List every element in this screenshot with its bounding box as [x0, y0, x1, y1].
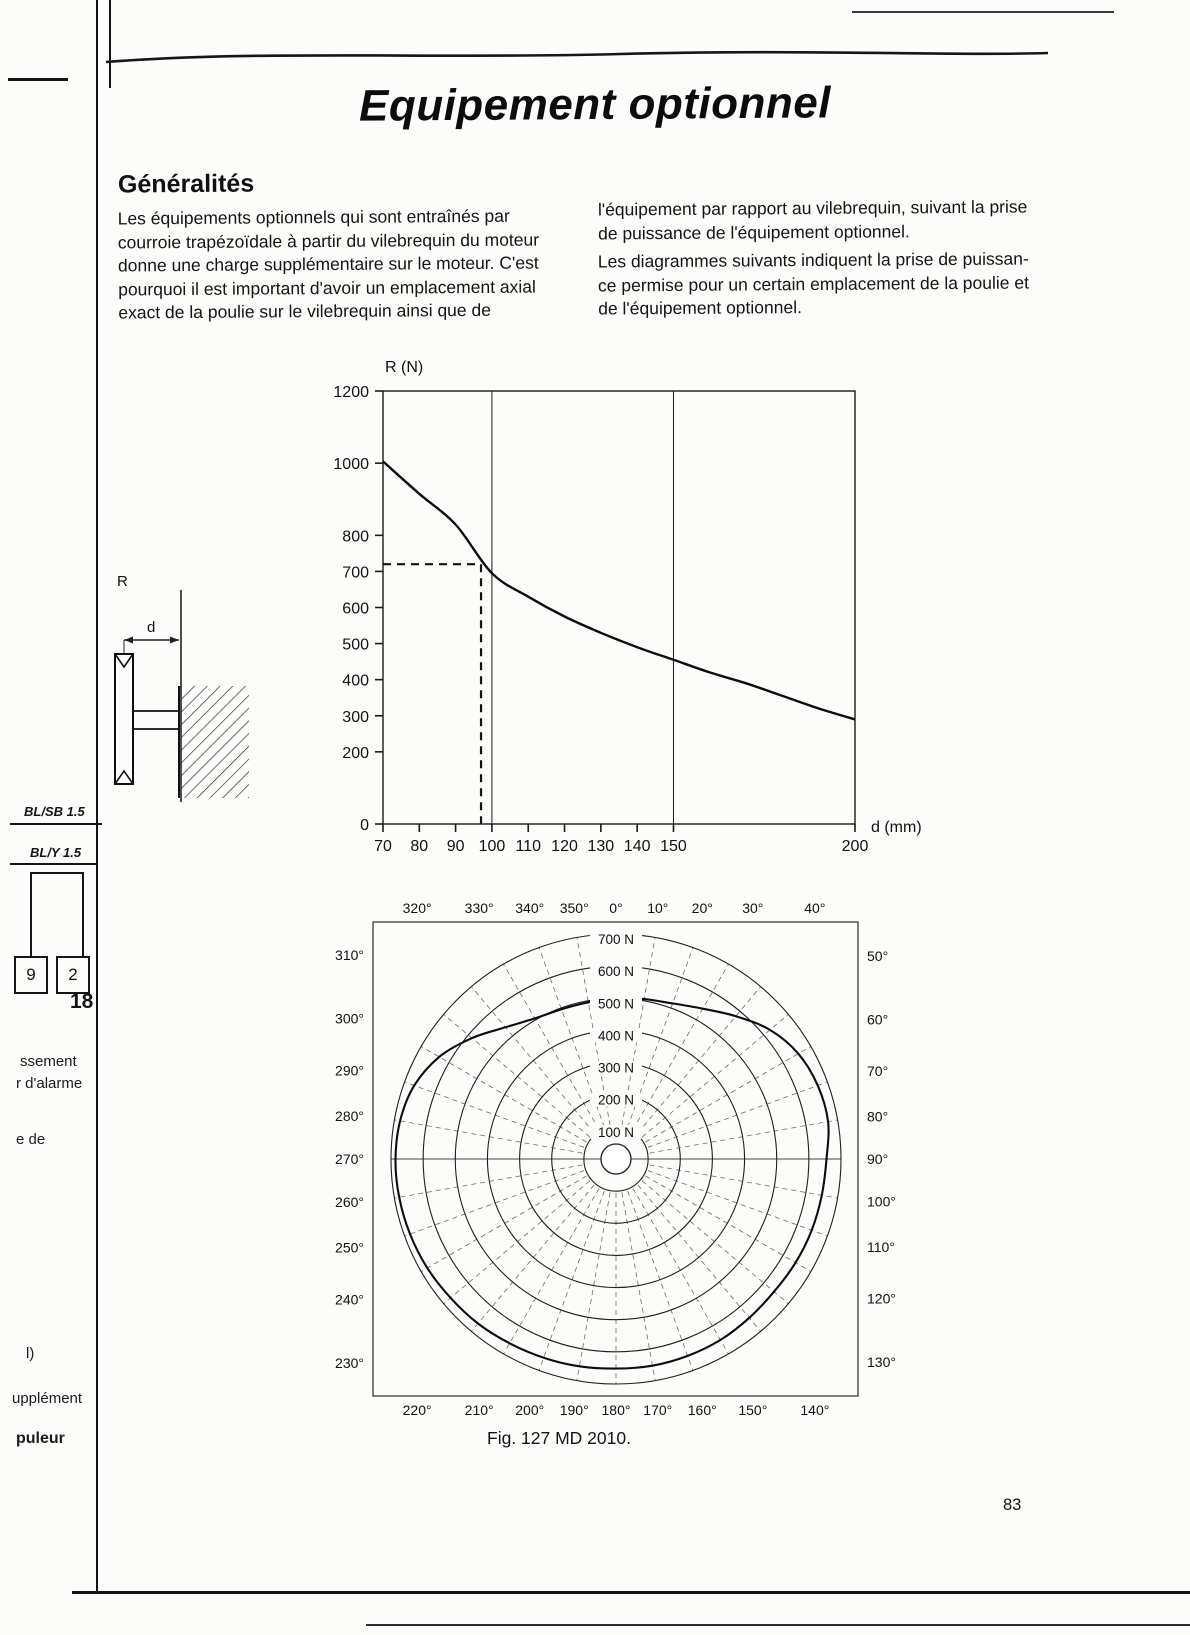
y-tick-label: 1200 [333, 384, 369, 401]
margin-fragment-1: ssement [20, 1053, 77, 1070]
distance-label: d [147, 619, 156, 636]
bottom-rule-2 [366, 1624, 1190, 1626]
angle-label: 320° [402, 900, 432, 916]
ring-label: 300 N [597, 1060, 635, 1076]
radial-dashed-line [648, 1082, 827, 1147]
angle-label: 130° [867, 1354, 896, 1371]
angle-label: 110° [867, 1239, 895, 1256]
margin-fragment-6: puleur [16, 1430, 65, 1447]
radial-dashed-line [645, 1047, 810, 1143]
x-tick-label: 130 [587, 838, 615, 855]
y-tick-label: 600 [342, 600, 369, 618]
top-right-rule [852, 11, 1114, 13]
figure-caption: Fig. 127 MD 2010. [487, 1428, 631, 1448]
y-tick-label: 400 [342, 672, 369, 690]
angle-label: 240° [335, 1291, 364, 1308]
x-tick-label: 80 [410, 838, 429, 855]
radial-dashed-line [633, 1188, 729, 1353]
angle-label: 200° [515, 1402, 545, 1418]
radial-dashed-line [421, 1176, 586, 1272]
angle-label: 290° [335, 1062, 364, 1079]
radial-dashed-line [539, 1191, 604, 1370]
angle-label: 120° [867, 1290, 896, 1307]
angle-label: 300° [335, 1010, 364, 1027]
angle-label: 20° [691, 900, 713, 916]
spine-line-short [109, 0, 111, 88]
ring-label: 600 N [597, 964, 635, 980]
angle-label: 40° [804, 900, 826, 916]
margin-box-left-label: 9 [26, 965, 36, 984]
margin-fragment-5: upplément [12, 1390, 83, 1407]
y-tick-label: 200 [342, 744, 369, 762]
polar-load-diagram [330, 888, 910, 1423]
y-tick-label: 700 [342, 564, 369, 582]
load-limit-curve [395, 998, 828, 1369]
x-tick-label: 70 [374, 838, 392, 855]
margin-box-left [14, 956, 48, 994]
angle-label: 30° [742, 900, 764, 916]
radial-dashed-line [648, 1171, 827, 1236]
ring-label: 700 N [597, 932, 635, 947]
margin-tab-1-rule [10, 823, 102, 825]
y-tick-label: 0 [360, 817, 369, 834]
margin-tab-2-rule [10, 863, 98, 865]
margin-fragment-3: e de [16, 1131, 46, 1148]
radial-dashed-line [633, 964, 729, 1129]
radius-label: R [117, 573, 128, 590]
x-tick-label: 110 [515, 838, 541, 855]
dimension-arrow-right [170, 637, 179, 644]
plot-border [383, 391, 855, 824]
hub-circle [601, 1144, 631, 1174]
angle-label: 340° [515, 900, 545, 916]
margin-tab-2: BL/Y 1.5 [30, 845, 82, 860]
pulley-groove-top [115, 654, 133, 667]
ring-label: 200 N [597, 1092, 635, 1108]
angle-label: 150° [738, 1402, 768, 1418]
angle-label: 100° [867, 1193, 896, 1210]
angle-label: 350° [559, 900, 589, 916]
pulley-diagram [95, 556, 270, 820]
y-tick-label: 800 [342, 528, 369, 546]
top-left-mark [8, 78, 68, 81]
radial-dashed-line [645, 1176, 810, 1272]
bottom-rule [72, 1591, 1190, 1594]
page-number: 83 [1003, 1496, 1022, 1514]
column2-paragraph-1: l'équipement par rapport au vilebrequin, suivant la prise de puissance de l'équipement optionnel. [597, 196, 1028, 243]
ring-label: 100 N [597, 1124, 635, 1140]
dimension-arrow-left [124, 637, 133, 644]
x-tick-label: 200 [841, 838, 869, 855]
angle-label: 210° [464, 1402, 494, 1418]
y-axis-label: R (N) [385, 359, 424, 376]
angle-label: 330° [464, 900, 494, 916]
column2-paragraph-2: Les diagrammes suivants indiquent la prise de puissan- ce permise pour un certain emplacement de la poulie et de l'équipement optionnel. [597, 248, 1029, 319]
margin-fragment-4: l) [26, 1345, 35, 1362]
y-tick-label: 1000 [333, 456, 369, 474]
x-tick-label: 140 [623, 838, 651, 855]
ring-label: 400 N [597, 1028, 635, 1044]
angle-label: 70° [867, 1062, 889, 1079]
pulley-body [115, 654, 133, 784]
angle-label: 260° [335, 1193, 364, 1210]
pulley-load-chart [330, 358, 950, 870]
angle-label: 0° [609, 900, 623, 916]
radial-dashed-line [628, 1191, 693, 1370]
x-tick-label: 120 [551, 838, 578, 855]
pulley-groove-bottom [115, 771, 133, 784]
radial-dashed-line [405, 1171, 584, 1236]
radial-dashed-line [421, 1047, 586, 1143]
radial-dashed-line [504, 964, 600, 1129]
y-tick-label: 500 [342, 636, 369, 654]
angle-label: 190° [559, 1402, 589, 1418]
angle-label: 280° [335, 1108, 364, 1125]
angle-label: 310° [335, 947, 364, 964]
section-heading: Généralités [117, 169, 255, 199]
angle-label: 140° [800, 1402, 830, 1418]
ring-label: 500 N [597, 996, 635, 1012]
angle-label: 60° [867, 1011, 889, 1028]
angle-label: 250° [335, 1239, 364, 1256]
radial-dashed-line [405, 1082, 584, 1147]
angle-label: 50° [867, 947, 889, 964]
angle-label: 180° [601, 1402, 631, 1418]
angle-label: 90° [867, 1151, 889, 1167]
radial-dashed-line [504, 1188, 600, 1353]
x-tick-label: 150 [660, 838, 687, 855]
angle-label: 230° [335, 1354, 364, 1371]
top-rule [100, 44, 1060, 70]
angle-label: 170° [643, 1402, 673, 1418]
angle-label: 160° [687, 1402, 717, 1418]
wall-hatching [179, 686, 249, 798]
margin-tab-1: BL/SB 1.5 [24, 804, 85, 819]
page-title: Equipement optionnel [358, 78, 832, 131]
x-tick-label: 100 [478, 838, 506, 855]
top-rule-line [106, 52, 1048, 62]
load-curve [383, 461, 855, 719]
margin-bracket [30, 872, 84, 956]
column1-paragraph: Les équipements optionnels qui sont entraînés par courroie trapézoïdale à partir du vilebrequin du moteur donne une charge supplémentaire sur le moteur. C'est pourquoi il est important d'avoir un emplacement axial exact de la poulie sur le vilebrequin ainsi que de [117, 205, 540, 323]
angle-label: 220° [402, 1402, 432, 1418]
margin-fragment-2: r d'alarme [16, 1075, 83, 1092]
y-tick-label: 300 [342, 708, 369, 726]
angle-label: 270° [335, 1151, 364, 1167]
margin-box-right-label: 2 [68, 965, 78, 984]
x-axis-label: d (mm) [871, 819, 922, 836]
angle-label: 80° [867, 1108, 889, 1125]
x-tick-label: 90 [446, 838, 465, 855]
angle-label: 10° [647, 900, 669, 916]
margin-box-right [56, 956, 90, 994]
margin-number: 18 [70, 990, 94, 1013]
